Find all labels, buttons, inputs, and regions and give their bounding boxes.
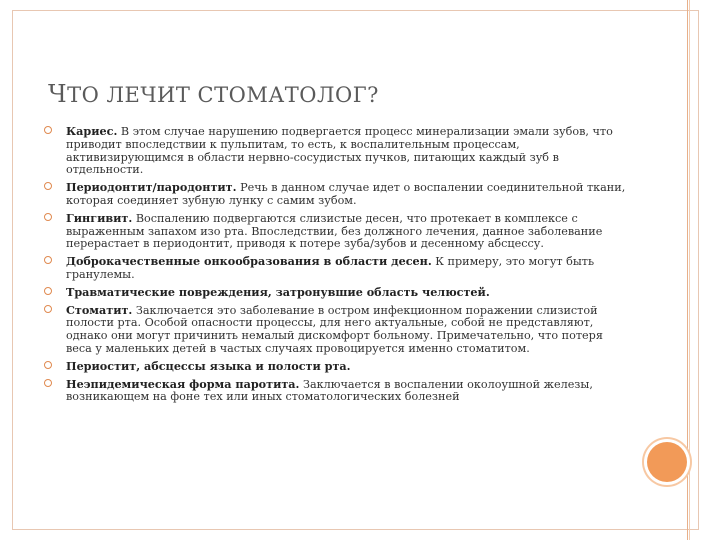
bullet-icon [44, 379, 52, 387]
bullet-icon [44, 287, 52, 295]
decorative-circle-icon [647, 442, 687, 482]
list-item: Периодонтит/пародонтит. Речь в данном случае идет о воспалении соединительной ткани, которая соединяет зубную лунку с самим зубом. [44, 181, 629, 208]
list-item: Доброкачественные онкообразования в области десен. К примеру, это могут быть гранулемы. [44, 255, 629, 282]
bullet-icon [44, 256, 52, 264]
list-item: Гингивит. Воспалению подвергаются слизистые десен, что протекает в комплексе с выраженным запахом изо рта. Впоследствии, без должного лечения, данное заболевание перерастает в периодонтит, приводя к потере зуба/зубов и десенному абсцессу. [44, 212, 629, 251]
list-item: Стоматит. Заключается это заболевание в остром инфекционном поражении слизистой полости рта. Особой опасности процессы, для него актуальные, собой не представляют, однако они могут причинить немалый дискомфорт больному. Примечательно, что потеря веса у маленьких детей в частых случаях провоцируется именно стоматитом. [44, 304, 629, 356]
list-item: Периостит, абсцессы языка и полости рта. [44, 360, 629, 374]
list-item: Кариес. В этом случае нарушению подвергается процесс минерализации эмали зубов, что приводит впоследствии к пульпитам, то есть, к воспалительным процессам, активизирующимся в области нервно-сосудистых пучков, питающих каждый зуб в отдельности. [44, 125, 629, 177]
bullet-icon [44, 126, 52, 134]
slide-title: ЧТО ЛЕЧИТ СТОМАТОЛОГ? [48, 80, 379, 108]
decorative-rule [687, 0, 688, 540]
bullet-icon [44, 182, 52, 190]
bullet-icon [44, 305, 52, 313]
list-item: Травматические повреждения, затронувшие область челюстей. [44, 286, 629, 300]
decorative-rule-inner [689, 0, 690, 540]
bullet-icon [44, 361, 52, 369]
disease-list [44, 125, 629, 408]
list-item: Неэпидемическая форма паротита. Заключается в воспалении околоушной железы, возникающем на фоне тех или иных стоматологических болезней [44, 378, 629, 405]
bullet-icon [44, 213, 52, 221]
